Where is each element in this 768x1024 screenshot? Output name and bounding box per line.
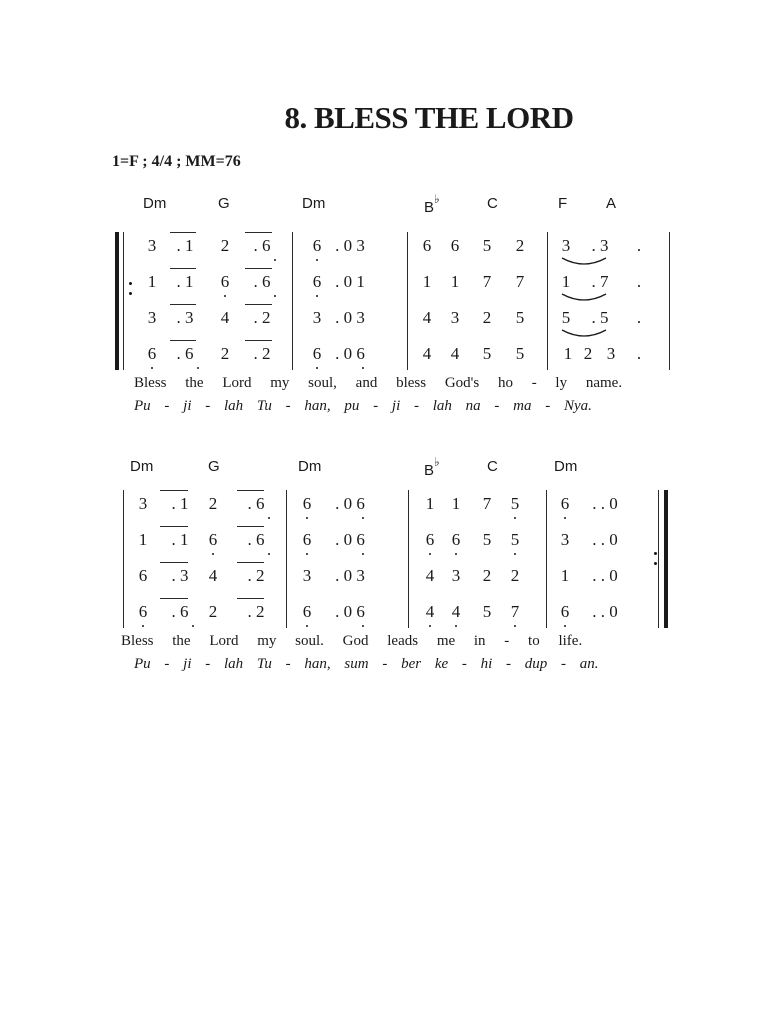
note bbox=[233, 494, 279, 514]
octave-dot bbox=[192, 625, 194, 627]
note bbox=[445, 236, 465, 256]
note bbox=[446, 494, 466, 514]
note-text: 5 bbox=[482, 602, 492, 621]
chord-symbol: Dm bbox=[298, 458, 322, 475]
song-title: 8. BLESS THE LORD bbox=[284, 100, 574, 135]
beam-line bbox=[160, 490, 188, 491]
note bbox=[133, 566, 153, 586]
note-text: . 2 bbox=[253, 308, 271, 327]
note-text: 6 bbox=[312, 272, 322, 291]
note-text: 4 bbox=[450, 344, 460, 363]
note bbox=[477, 308, 497, 328]
note bbox=[327, 272, 373, 292]
octave-dot bbox=[362, 553, 364, 555]
note bbox=[297, 530, 317, 550]
lyrics-english: Bless the Lord my soul. God leads me in - to life. bbox=[121, 633, 583, 649]
note-text: . 1 bbox=[171, 530, 189, 549]
note-text: 1 bbox=[560, 566, 570, 585]
note bbox=[582, 602, 628, 622]
note-text: . 6 bbox=[247, 530, 265, 549]
note bbox=[233, 602, 279, 622]
note bbox=[215, 272, 235, 292]
note-text: 6 bbox=[302, 530, 312, 549]
note-text: . . 0 bbox=[592, 494, 618, 513]
note bbox=[446, 602, 466, 622]
note-text: 2 bbox=[515, 236, 525, 255]
chord-symbol: Dm bbox=[143, 195, 167, 212]
note-text: 7 bbox=[515, 272, 525, 291]
note bbox=[239, 308, 285, 328]
repeat-dot bbox=[129, 282, 132, 285]
note-text: 5 bbox=[482, 530, 492, 549]
note bbox=[417, 236, 437, 256]
octave-dot bbox=[455, 625, 457, 627]
note bbox=[420, 530, 440, 550]
note-text: 4 bbox=[208, 566, 218, 585]
note bbox=[555, 602, 575, 622]
repeat-dot bbox=[129, 292, 132, 295]
note-text: 2 bbox=[482, 566, 492, 585]
bar-line bbox=[658, 490, 659, 628]
octave-dot bbox=[274, 295, 276, 297]
bar-line bbox=[547, 232, 548, 370]
chord-symbol: B♭ bbox=[424, 192, 440, 216]
lyrics-indonesian: Pu - ji - lah Tu - han, pu - ji - lah na - ma - Nya. bbox=[134, 398, 592, 414]
beam-line bbox=[237, 598, 264, 599]
note bbox=[327, 566, 373, 586]
note bbox=[215, 344, 235, 364]
note-text: . bbox=[636, 344, 642, 363]
note-text: . bbox=[636, 236, 642, 255]
lyrics-indonesian: Pu - ji - lah Tu - han, sum - ber ke - hi - dup - an. bbox=[134, 656, 599, 672]
beam-line bbox=[160, 562, 188, 563]
note bbox=[505, 566, 525, 586]
note-text: 6 bbox=[312, 236, 322, 255]
note-text: . 0 3 bbox=[335, 566, 365, 585]
note bbox=[505, 530, 525, 550]
note bbox=[327, 530, 373, 550]
beam-line bbox=[170, 304, 196, 305]
note bbox=[629, 236, 649, 256]
note-text: . 6 bbox=[176, 344, 194, 363]
octave-dot bbox=[268, 553, 270, 555]
note-text: 5 bbox=[515, 308, 525, 327]
note-text: 3 bbox=[560, 530, 570, 549]
note bbox=[162, 236, 208, 256]
note bbox=[162, 308, 208, 328]
octave-dot bbox=[564, 625, 566, 627]
note-text: . 2 bbox=[247, 566, 265, 585]
octave-dot bbox=[362, 517, 364, 519]
note-text: 2 bbox=[583, 344, 593, 363]
note-text: . 0 6 bbox=[335, 344, 365, 363]
note-text: 3 bbox=[450, 308, 460, 327]
note bbox=[327, 494, 373, 514]
note bbox=[297, 602, 317, 622]
note-text: 5 bbox=[482, 236, 492, 255]
bar-line bbox=[123, 232, 124, 370]
note bbox=[157, 602, 203, 622]
note bbox=[133, 530, 153, 550]
note bbox=[417, 344, 437, 364]
note bbox=[555, 530, 575, 550]
note-text: 1 bbox=[563, 344, 573, 363]
note-text: 5 bbox=[482, 344, 492, 363]
note-text: 6 bbox=[425, 530, 435, 549]
note-text: 1 bbox=[425, 494, 435, 513]
note-text: 1 bbox=[561, 272, 571, 291]
note bbox=[233, 530, 279, 550]
beam-line bbox=[170, 340, 196, 341]
note-text: 1 bbox=[451, 494, 461, 513]
slur bbox=[560, 292, 610, 304]
note bbox=[446, 530, 466, 550]
note-text: . 3 bbox=[591, 236, 609, 255]
lyrics-english: Bless the Lord my soul, and bless God's ho - ly name. bbox=[134, 375, 623, 391]
beam-line bbox=[237, 490, 264, 491]
octave-dot bbox=[514, 625, 516, 627]
note-text: 4 bbox=[422, 344, 432, 363]
note-text: 1 bbox=[422, 272, 432, 291]
slur bbox=[560, 256, 610, 268]
note-text: 3 bbox=[312, 308, 322, 327]
note bbox=[203, 494, 223, 514]
note bbox=[578, 344, 598, 364]
chord-symbol: C bbox=[487, 458, 498, 475]
note bbox=[477, 344, 497, 364]
note-text: . 0 3 bbox=[335, 308, 365, 327]
note bbox=[297, 494, 317, 514]
note bbox=[629, 308, 649, 328]
chord-symbol: A bbox=[606, 195, 617, 212]
note bbox=[162, 272, 208, 292]
note bbox=[505, 494, 525, 514]
note-text: . 0 6 bbox=[335, 602, 365, 621]
note bbox=[307, 308, 327, 328]
note-text: 2 bbox=[220, 344, 230, 363]
note-text: . 0 3 bbox=[335, 236, 365, 255]
octave-dot bbox=[514, 517, 516, 519]
note bbox=[417, 272, 437, 292]
chord-symbol: Dm bbox=[302, 195, 326, 212]
note bbox=[477, 530, 497, 550]
note bbox=[445, 344, 465, 364]
bar-line bbox=[669, 232, 670, 370]
note-text: 5 bbox=[510, 494, 520, 513]
beam-line bbox=[245, 304, 272, 305]
note-text: . 5 bbox=[591, 308, 609, 327]
note bbox=[477, 236, 497, 256]
note bbox=[327, 344, 373, 364]
note-text: 6 bbox=[312, 344, 322, 363]
note-text: . 3 bbox=[171, 566, 189, 585]
beam-line bbox=[170, 232, 196, 233]
note-text: 4 bbox=[220, 308, 230, 327]
note-text: 6 bbox=[138, 602, 148, 621]
note-text: 1 bbox=[147, 272, 157, 291]
note-text: 6 bbox=[560, 494, 570, 513]
note-text: . 1 bbox=[171, 494, 189, 513]
key-signature-line: 1=F ; 4/4 ; MM=76 bbox=[112, 153, 241, 170]
note-text: . 1 bbox=[176, 272, 194, 291]
note bbox=[445, 272, 465, 292]
note-text: 6 bbox=[147, 344, 157, 363]
chord-symbol: F bbox=[558, 195, 568, 212]
chord-symbol: G bbox=[208, 458, 220, 475]
note-text: 5 bbox=[561, 308, 571, 327]
note-text: 6 bbox=[450, 236, 460, 255]
note bbox=[162, 344, 208, 364]
note-text: . 7 bbox=[591, 272, 609, 291]
note-text: 3 bbox=[451, 566, 461, 585]
note-text: 7 bbox=[482, 272, 492, 291]
octave-dot bbox=[362, 367, 364, 369]
note-text: . . 0 bbox=[592, 602, 618, 621]
note bbox=[577, 308, 623, 328]
note-text: . bbox=[636, 272, 642, 291]
note bbox=[510, 236, 530, 256]
note-text: 6 bbox=[302, 494, 312, 513]
note bbox=[239, 236, 285, 256]
octave-dot bbox=[268, 517, 270, 519]
note bbox=[420, 602, 440, 622]
repeat-end-bar bbox=[664, 490, 668, 628]
note bbox=[477, 272, 497, 292]
octave-dot bbox=[306, 517, 308, 519]
note-text: . 2 bbox=[247, 602, 265, 621]
note bbox=[582, 494, 628, 514]
note-text: 7 bbox=[510, 602, 520, 621]
beam-line bbox=[160, 526, 188, 527]
octave-dot bbox=[316, 259, 318, 261]
note-text: 6 bbox=[451, 530, 461, 549]
repeat-dot bbox=[654, 552, 657, 555]
note bbox=[327, 602, 373, 622]
bar-line bbox=[407, 232, 408, 370]
note bbox=[142, 236, 162, 256]
note bbox=[510, 272, 530, 292]
note bbox=[556, 308, 576, 328]
octave-dot bbox=[429, 625, 431, 627]
note-text: . bbox=[636, 308, 642, 327]
note bbox=[203, 566, 223, 586]
octave-dot bbox=[306, 553, 308, 555]
note bbox=[133, 494, 153, 514]
note-text: 1 bbox=[450, 272, 460, 291]
note-text: 3 bbox=[138, 494, 148, 513]
note-text: . 2 bbox=[253, 344, 271, 363]
note bbox=[215, 308, 235, 328]
note-text: . . 0 bbox=[592, 530, 618, 549]
note bbox=[142, 344, 162, 364]
octave-dot bbox=[316, 295, 318, 297]
note-text: 2 bbox=[220, 236, 230, 255]
bar-line bbox=[123, 490, 124, 628]
note-text: 4 bbox=[451, 602, 461, 621]
note-text: 3 bbox=[606, 344, 616, 363]
note bbox=[556, 272, 576, 292]
note bbox=[582, 530, 628, 550]
octave-dot bbox=[142, 625, 144, 627]
note bbox=[307, 272, 327, 292]
octave-dot bbox=[455, 553, 457, 555]
note bbox=[297, 566, 317, 586]
note bbox=[446, 566, 466, 586]
chord-symbol: B♭ bbox=[424, 455, 440, 479]
beam-line bbox=[245, 340, 272, 341]
note-text: 2 bbox=[510, 566, 520, 585]
note bbox=[157, 530, 203, 550]
bar-line bbox=[546, 490, 547, 628]
note bbox=[582, 566, 628, 586]
note-text: . 3 bbox=[176, 308, 194, 327]
note-text: 4 bbox=[425, 602, 435, 621]
note bbox=[327, 236, 373, 256]
beam-line bbox=[245, 232, 272, 233]
note-text: 4 bbox=[422, 308, 432, 327]
note-text: 3 bbox=[147, 308, 157, 327]
note-text: 4 bbox=[425, 566, 435, 585]
note-text: . 0 6 bbox=[335, 530, 365, 549]
note bbox=[601, 344, 621, 364]
note bbox=[327, 308, 373, 328]
note-text: 5 bbox=[515, 344, 525, 363]
octave-dot bbox=[212, 553, 214, 555]
note-text: 7 bbox=[482, 494, 492, 513]
chord-symbol: Dm bbox=[130, 458, 154, 475]
repeat-start-bar bbox=[115, 232, 119, 370]
note bbox=[203, 530, 223, 550]
note-text: . . 0 bbox=[592, 566, 618, 585]
note bbox=[215, 236, 235, 256]
note bbox=[133, 602, 153, 622]
octave-dot bbox=[429, 553, 431, 555]
note bbox=[417, 308, 437, 328]
note bbox=[239, 272, 285, 292]
bar-line bbox=[286, 490, 287, 628]
note-text: 2 bbox=[208, 494, 218, 513]
note-text: 6 bbox=[220, 272, 230, 291]
beam-line bbox=[170, 268, 196, 269]
note-text: 6 bbox=[422, 236, 432, 255]
note-text: . 1 bbox=[176, 236, 194, 255]
note-text: . 0 6 bbox=[335, 494, 365, 513]
note bbox=[307, 236, 327, 256]
note-text: . 0 1 bbox=[335, 272, 365, 291]
note bbox=[142, 308, 162, 328]
note bbox=[203, 602, 223, 622]
chord-symbol: G bbox=[218, 195, 230, 212]
note bbox=[629, 344, 649, 364]
note bbox=[420, 494, 440, 514]
note bbox=[142, 272, 162, 292]
note-text: 2 bbox=[482, 308, 492, 327]
octave-dot bbox=[151, 367, 153, 369]
bar-line bbox=[292, 232, 293, 370]
octave-dot bbox=[564, 517, 566, 519]
note bbox=[477, 566, 497, 586]
chord-symbol: Dm bbox=[554, 458, 578, 475]
slur bbox=[560, 328, 610, 340]
note-text: 3 bbox=[561, 236, 571, 255]
note-text: 3 bbox=[147, 236, 157, 255]
chord-symbol: C bbox=[487, 195, 498, 212]
note bbox=[420, 566, 440, 586]
bar-line bbox=[408, 490, 409, 628]
note-text: 6 bbox=[560, 602, 570, 621]
note bbox=[477, 602, 497, 622]
note bbox=[157, 566, 203, 586]
note bbox=[555, 566, 575, 586]
octave-dot bbox=[224, 295, 226, 297]
note bbox=[558, 344, 578, 364]
octave-dot bbox=[274, 259, 276, 261]
note bbox=[233, 566, 279, 586]
note-text: . 6 bbox=[253, 272, 271, 291]
repeat-dot bbox=[654, 562, 657, 565]
beam-line bbox=[237, 562, 264, 563]
note-text: 5 bbox=[510, 530, 520, 549]
note-text: . 6 bbox=[247, 494, 265, 513]
note bbox=[307, 344, 327, 364]
note bbox=[556, 236, 576, 256]
octave-dot bbox=[197, 367, 199, 369]
note bbox=[445, 308, 465, 328]
note-text: 6 bbox=[208, 530, 218, 549]
note bbox=[477, 494, 497, 514]
note-text: 3 bbox=[302, 566, 312, 585]
beam-line bbox=[245, 268, 272, 269]
octave-dot bbox=[306, 625, 308, 627]
note bbox=[629, 272, 649, 292]
beam-line bbox=[237, 526, 264, 527]
note bbox=[510, 308, 530, 328]
note bbox=[577, 272, 623, 292]
note-text: 6 bbox=[302, 602, 312, 621]
note-text: 2 bbox=[208, 602, 218, 621]
note-text: . 6 bbox=[253, 236, 271, 255]
octave-dot bbox=[514, 553, 516, 555]
note-text: 6 bbox=[138, 566, 148, 585]
note bbox=[157, 494, 203, 514]
note bbox=[239, 344, 285, 364]
beam-line bbox=[160, 598, 188, 599]
octave-dot bbox=[316, 367, 318, 369]
note bbox=[555, 494, 575, 514]
note bbox=[510, 344, 530, 364]
note bbox=[577, 236, 623, 256]
note-text: . 6 bbox=[171, 602, 189, 621]
note bbox=[505, 602, 525, 622]
note-text: 1 bbox=[138, 530, 148, 549]
octave-dot bbox=[362, 625, 364, 627]
